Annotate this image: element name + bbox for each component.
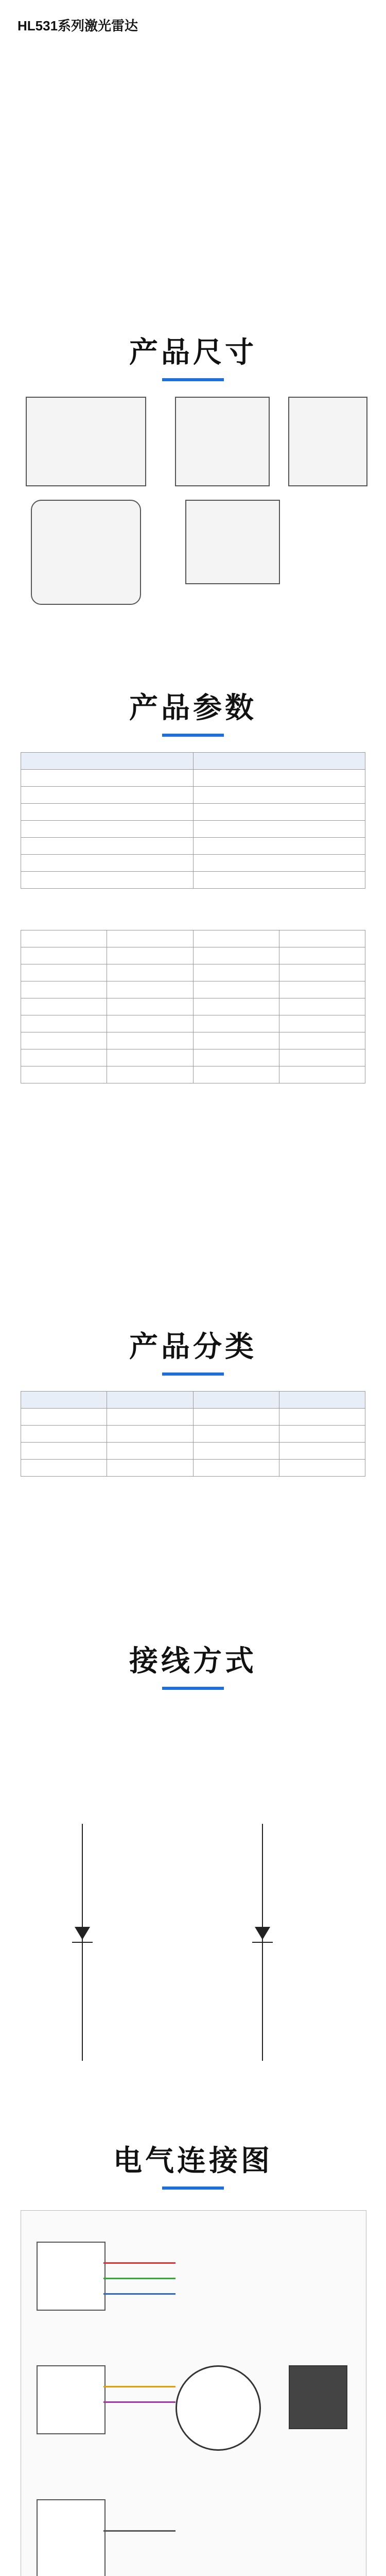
apps-label	[17, 200, 386, 218]
table-row	[21, 1049, 365, 1066]
table-row	[21, 804, 365, 821]
table-row	[21, 998, 365, 1015]
electrical-title: 电气连接图	[113, 2144, 273, 2177]
feature-1	[17, 60, 386, 78]
device-block-3	[37, 2499, 106, 2576]
wiring-title: 接线方式	[129, 1645, 257, 1677]
front-view-drawing	[26, 397, 146, 486]
title-underline	[162, 734, 224, 737]
tech-1	[17, 148, 386, 165]
table-row	[21, 981, 365, 998]
wiring-desc-1	[21, 1705, 365, 1719]
tech-3	[17, 183, 386, 200]
p-diode-icon	[255, 1927, 270, 1940]
classification-title: 产品分类	[129, 1330, 257, 1363]
title-underline	[162, 1687, 224, 1690]
dimensions-title: 产品尺寸	[129, 336, 257, 368]
dimensions-section	[0, 330, 386, 618]
side-view-drawing	[175, 397, 270, 486]
wire-orange	[103, 2386, 176, 2387]
app-3	[17, 253, 386, 270]
general-params-label	[21, 911, 365, 925]
table-row	[21, 1460, 365, 1477]
table-row	[21, 964, 365, 981]
feature-3	[17, 95, 386, 113]
features-label	[17, 43, 386, 60]
wiring-section	[0, 1638, 386, 2112]
wire-blue	[103, 2293, 176, 2295]
general-params-table	[21, 930, 365, 1083]
app-1	[17, 218, 386, 235]
wiring-desc-2	[21, 1723, 365, 1736]
header-cell	[193, 753, 365, 770]
table-row	[21, 838, 365, 855]
connector-pinout-icon	[176, 2365, 261, 2451]
device-block-2	[37, 2365, 106, 2434]
main-params-table	[21, 752, 365, 889]
tech-2	[17, 165, 386, 183]
general-note-1	[21, 1088, 365, 1101]
table-row	[21, 930, 365, 947]
table-row	[21, 1409, 365, 1426]
title-underline	[162, 1372, 224, 1376]
general-note-2	[21, 1101, 365, 1114]
wire-purple	[103, 2401, 176, 2403]
rear-view-drawing	[288, 397, 367, 486]
table-row	[21, 1066, 365, 1083]
intro-section	[0, 15, 386, 270]
table-row	[21, 787, 365, 804]
classification-note-3	[21, 1510, 365, 1523]
wire-red	[103, 2262, 176, 2264]
table-row	[21, 1015, 365, 1032]
classification-section	[0, 1324, 386, 1523]
device-block-1	[37, 2242, 106, 2311]
wire-black	[103, 2530, 176, 2532]
table-row	[21, 947, 365, 964]
table-row	[21, 1032, 365, 1049]
classification-note-2	[21, 1496, 365, 1510]
table-row	[21, 770, 365, 787]
title-underline	[162, 2187, 224, 2190]
title-underline	[162, 378, 224, 381]
wiring-diagram	[21, 1793, 365, 2102]
n-diode-icon	[75, 1927, 90, 1940]
feature-4	[17, 113, 386, 130]
header-cell	[21, 753, 194, 770]
classification-table	[21, 1391, 365, 1477]
tech-label	[17, 130, 386, 148]
bottom-view-drawing	[185, 500, 280, 584]
table-row	[21, 1426, 365, 1443]
product-title: HL531系列激光雷达	[17, 18, 138, 33]
params-section	[0, 685, 386, 1128]
lidar-label	[278, 2432, 356, 2446]
table-row	[21, 855, 365, 872]
classification-note-1	[21, 1483, 365, 1496]
feature-2	[17, 78, 386, 95]
lidar-device-icon	[289, 2365, 347, 2429]
electrical-section	[0, 2138, 386, 2576]
top-view-drawing	[31, 500, 141, 605]
app-2	[17, 235, 386, 253]
params-title: 产品参数	[129, 691, 257, 724]
table-row	[21, 872, 365, 889]
main-params-note	[21, 893, 365, 906]
table-row	[21, 1443, 365, 1460]
connection-diagram	[21, 2210, 366, 2576]
general-note-3	[21, 1114, 365, 1128]
table-row	[21, 821, 365, 838]
wire-green	[103, 2278, 176, 2279]
